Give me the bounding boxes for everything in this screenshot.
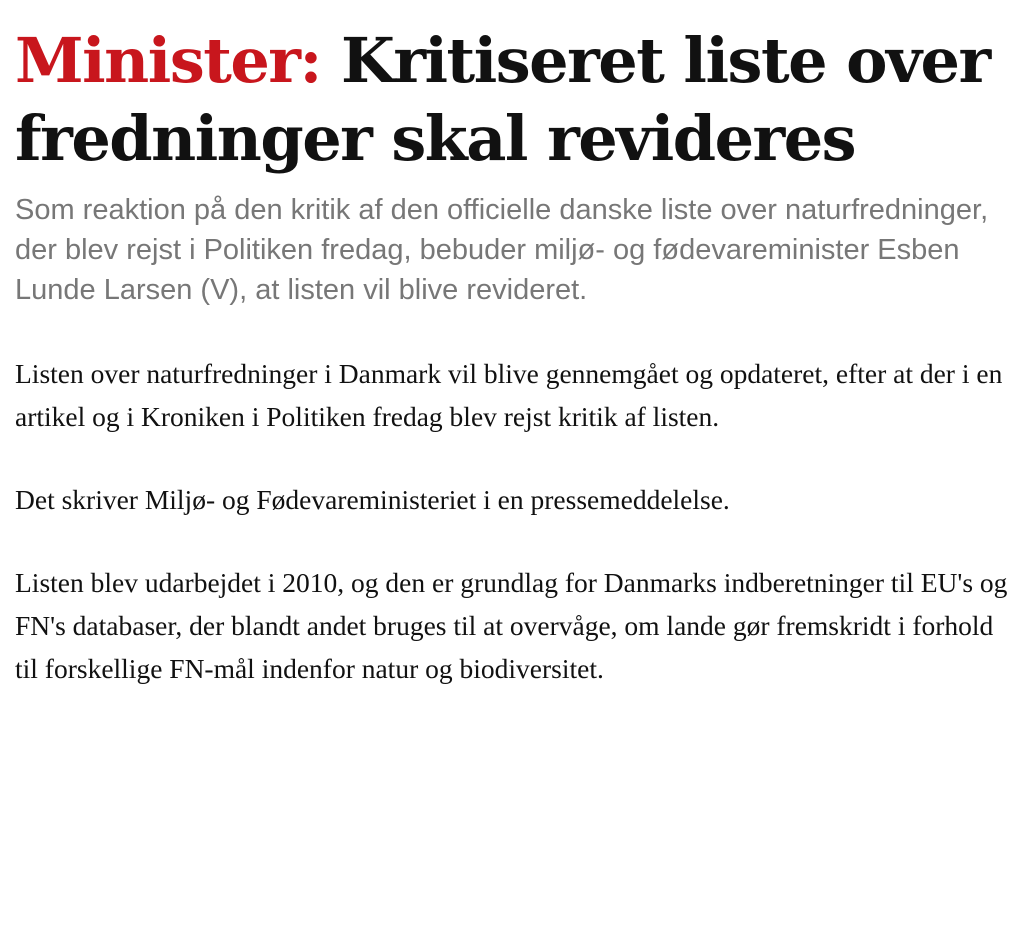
body-paragraph-1: Listen over naturfredninger i Danmark vil blive gennemgået og opdateret, efter at der i en artikel og i Kroniken i Politiken fredag blev rejst kritik af listen. xyxy=(15,358,1003,432)
body-paragraph-3: Listen blev udarbejdet i 2010, og den er grundlag for Danmarks indberetninger til EU's og FN's databaser, der blandt andet bruges til at overvåge, om lande gør fremskridt i forhold til forskellige FN-mål indenfor natur og biodiversitet. xyxy=(15,567,1008,684)
headline-text: Kritiseret liste over fredninger skal revideres xyxy=(15,24,990,175)
article xyxy=(15,22,1015,730)
headline xyxy=(15,22,1015,178)
lead-paragraph: Som reaktion på den kritik af den officielle danske liste over naturfredninger, der blev rejst i Politiken fredag, bebuder miljø- og fødevareminister Esben Lunde Larsen (V), at listen vil blive revideret. xyxy=(15,194,989,306)
body-paragraph-2: Det skriver Miljø- og Fødevareministeriet i en pressemeddelelse. xyxy=(15,484,730,515)
article-body xyxy=(15,352,1015,690)
headline-kicker: Minister: xyxy=(15,24,321,97)
